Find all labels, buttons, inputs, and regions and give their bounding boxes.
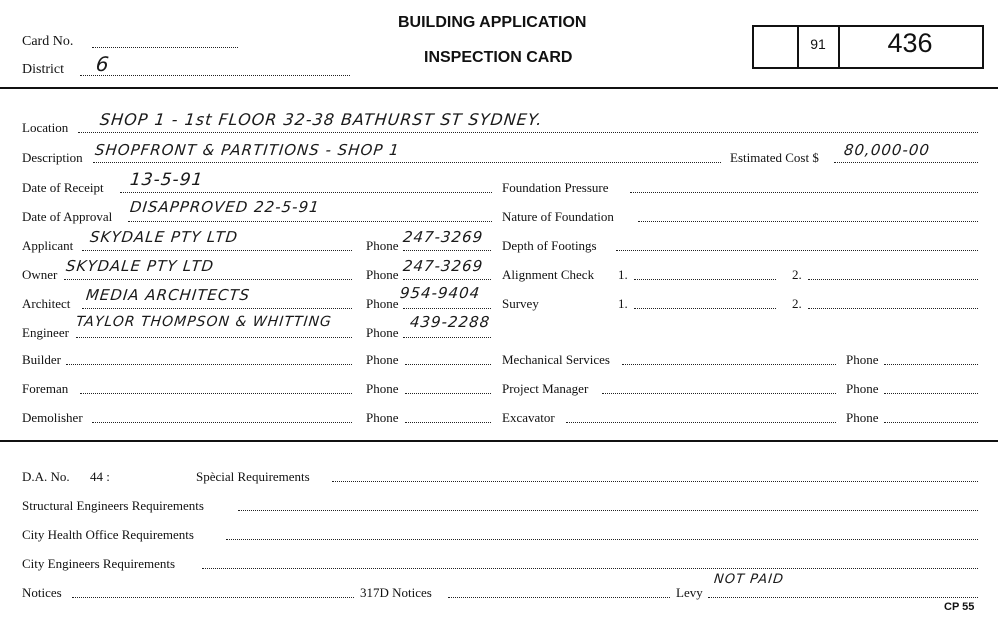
demolisher-phone-line [405,422,491,423]
foundation-pressure-line [630,192,978,193]
survey-1: 1. [618,296,628,311]
applicant-phone-value: 247-3269 [402,228,485,246]
description-line [93,162,721,163]
box-left-number: 91 [810,36,826,52]
card-no-line [92,47,238,48]
mechanical-phone-line [884,364,978,365]
project-manager-phone-label: Phone [846,381,879,396]
builder-phone-line [405,364,491,365]
date-receipt-line [120,192,492,193]
estimated-cost-value: 80,000-00 [843,141,931,159]
alignment-1: 1. [618,267,628,282]
location-label: Location [22,120,69,135]
owner-phone-label: Phone [366,267,399,282]
notices-317d-label: 317D Notices [360,585,432,600]
alignment-check-label: Alignment Check [502,267,595,282]
city-engineers-label: City Engineers Requirements [22,556,176,571]
notices-317d-line [448,597,670,598]
survey-label: Survey [502,296,539,311]
survey-2-line [808,308,978,309]
structural-requirements-line [238,510,978,511]
box-divider-1 [797,25,799,67]
city-engineers-line [202,568,978,569]
estimated-cost-label: Estimated Cost $ [730,150,819,165]
box-divider-2 [838,25,840,67]
architect-label: Architect [22,296,71,311]
owner-phone-value: 247-3269 [402,257,485,275]
engineer-line [76,337,352,338]
date-approval-line [128,221,492,222]
foreman-phone-label: Phone [366,381,399,396]
architect-phone-line [403,308,491,309]
notices-label: Notices [22,585,62,600]
alignment-2: 2. [792,267,802,282]
description-label: Description [22,150,83,165]
location-line [78,132,978,133]
foreman-line [80,393,352,394]
structural-requirements-label: Structural Engineers Requirements [22,498,204,513]
depth-footings-label: Depth of Footings [502,238,597,253]
health-requirements-line [226,539,978,540]
engineer-phone-value: 439-2288 [409,313,492,331]
box-right-number: 436 [887,28,933,58]
mechanical-line [622,364,836,365]
levy-label: Levy [676,585,703,600]
engineer-value: TAYLOR THOMPSON & WHITTING [75,314,333,330]
project-manager-label: Project Manager [502,381,589,396]
date-receipt-label: Date of Receipt [22,180,104,195]
owner-label: Owner [22,267,58,282]
date-receipt-value: 13-5-91 [128,170,205,190]
builder-line [66,364,352,365]
demolisher-label: Demolisher [22,410,83,425]
survey-1-line [634,308,776,309]
district-label: District [22,62,64,77]
architect-value: MEDIA ARCHITECTS [85,286,252,304]
nature-foundation-line [638,221,978,222]
special-requirements-line [332,481,978,482]
applicant-value: SKYDALE PTY LTD [89,228,240,246]
title-line-1: BUILDING APPLICATION [398,14,587,31]
project-manager-phone-line [884,393,978,394]
excavator-phone-label: Phone [846,410,879,425]
foreman-phone-line [405,393,491,394]
excavator-line [566,422,836,423]
alignment-1-line [634,279,776,280]
owner-value: SKYDALE PTY LTD [65,257,216,275]
district-value: 6 [94,52,111,76]
architect-phone-label: Phone [366,296,399,311]
notices-line [72,597,354,598]
engineer-label: Engineer [22,325,69,340]
mechanical-phone-label: Phone [846,352,879,367]
engineer-phone-label: Phone [366,325,399,340]
form-code: CP 55 [944,601,975,613]
title-line-2: INSPECTION CARD [424,49,573,66]
date-approval-value: DISAPPROVED 22-5-91 [129,198,321,216]
survey-2: 2. [792,296,802,311]
applicant-phone-label: Phone [366,238,399,253]
top-rule [0,87,998,89]
nature-foundation-label: Nature of Foundation [502,209,614,224]
card-no-label: Card No. [22,34,74,49]
foundation-pressure-label: Foundation Pressure [502,180,609,195]
owner-line [64,279,352,280]
levy-value: NOT PAID [713,572,785,587]
demolisher-line [92,422,352,423]
applicant-label: Applicant [22,238,74,253]
excavator-phone-line [884,422,978,423]
foreman-label: Foreman [22,381,69,396]
da-no-label: D.A. No. [22,469,70,484]
date-approval-label: Date of Approval [22,209,113,224]
alignment-2-line [808,279,978,280]
middle-rule [0,440,998,442]
builder-phone-label: Phone [366,352,399,367]
special-requirements-label: Spècial Requirements [196,469,310,484]
estimated-cost-line [834,162,978,163]
engineer-phone-line [403,337,491,338]
architect-phone-value: 954-9404 [399,284,482,302]
location-value: SHOP 1 - 1st FLOOR 32-38 BATHURST ST SYDNEY. [99,110,544,129]
district-line [80,75,350,76]
applicant-phone-line [403,250,491,251]
applicant-line [82,250,352,251]
description-value: SHOPFRONT & PARTITIONS - SHOP 1 [94,141,401,159]
owner-phone-line [403,279,491,280]
levy-line [708,597,978,598]
architect-line [82,308,352,309]
mechanical-label: Mechanical Services [502,352,610,367]
depth-footings-line [616,250,978,251]
builder-label: Builder [22,352,61,367]
health-requirements-label: City Health Office Requirements [22,527,194,542]
excavator-label: Excavator [502,410,555,425]
demolisher-phone-label: Phone [366,410,399,425]
project-manager-line [602,393,836,394]
da-no-value: 44 : [90,469,110,484]
